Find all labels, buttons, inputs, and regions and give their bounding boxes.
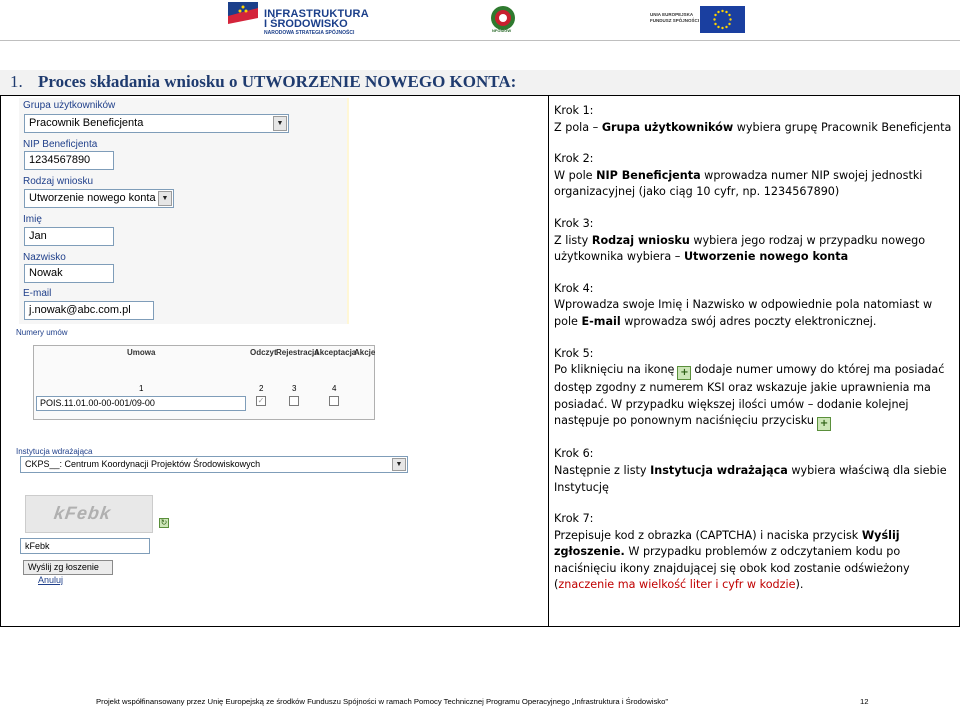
step-3-text-d: Utworzenie nowego konta: [683, 250, 849, 264]
submit-button[interactable]: Wyślij zg łoszenie: [23, 560, 113, 575]
rejestracja-checkbox[interactable]: [289, 396, 299, 406]
grid-header-umowa: Umowa: [127, 348, 156, 357]
step-3-text-a: Z listy: [554, 233, 592, 247]
captcha-code-input[interactable]: kFebk: [20, 538, 150, 554]
infrastruktura-logo: [228, 2, 373, 40]
step-2: [554, 151, 954, 201]
grupa-label: Grupa użytkowników: [23, 100, 116, 111]
step-7: [554, 511, 954, 594]
nip-input[interactable]: 1234567890: [24, 151, 114, 170]
step-5-text-b: dodaje numer umowy do której ma posiadać dostęp zgodny z numerem KSI oraz wskazuje jakie uprawnienia ma posiadać. W przypadku większej ilości umów – dodanie kolejnej następuje po ponownym naciśnięciu przycisku: [554, 363, 945, 428]
nip-label: NIP Beneficjenta: [23, 139, 98, 150]
instytucja-label: Instytucja wdrażająca: [16, 447, 93, 456]
step-1-text-b: Grupa użytkowników: [601, 120, 734, 134]
captcha-image: [25, 495, 153, 533]
step-6-text-c: wybiera właściwą dla siebie Instytucję: [554, 463, 947, 494]
step-3-text-c: wybiera jego rodzaj w przypadku nowego użytkownika wybiera –: [554, 233, 926, 264]
step-4-title: Krok 4:: [554, 281, 594, 295]
registration-form-panel: [19, 98, 349, 324]
grid-col-num-4: 4: [332, 384, 337, 393]
step-5-text-a: Po kliknięciu na ikonę: [554, 363, 675, 377]
step-6: [554, 446, 954, 496]
step-3: [554, 216, 954, 266]
captcha-text: kFebk: [52, 503, 113, 523]
step-3-text-b: Rodzaj wniosku: [591, 233, 690, 247]
chevron-down-icon[interactable]: ▼: [158, 191, 172, 206]
step-5-title: Krok 5:: [554, 346, 594, 360]
email-label: E-mail: [23, 288, 52, 299]
step-4-text-b: E-mail: [581, 314, 621, 328]
step-6-text-a: Następnie z listy: [554, 463, 651, 477]
step-1-title: Krok 1:: [554, 104, 594, 117]
eu-flag-icon: [700, 6, 745, 33]
step-3-title: Krok 3:: [554, 216, 594, 230]
instytucja-value: CKPS__: Centrum Koordynacji Projektów Środowiskowych: [25, 459, 261, 469]
step-1-text-a: Z pola –: [554, 120, 602, 134]
imie-input[interactable]: Jan: [24, 227, 114, 246]
imie-label: Imię: [23, 214, 42, 225]
grid-header-rejestracja: Rejestracja: [276, 348, 319, 357]
nfosigw-text: NFOŚiGW: [492, 28, 512, 33]
step-7-text-e: ).: [795, 578, 804, 592]
step-6-text-b: Instytucja wdrażająca: [650, 463, 788, 477]
grid-header-akcje: Akcje: [354, 348, 376, 357]
grid-header-akceptacja: Akceptacja: [314, 348, 357, 357]
rodzaj-label: Rodzaj wniosku: [23, 176, 94, 187]
poland-eu-flag-icon: [228, 2, 258, 36]
grid-col-num-3: 3: [292, 384, 297, 393]
grid-col-num-2: 2: [259, 384, 264, 393]
odczyt-checkbox[interactable]: ✓: [257, 396, 265, 405]
step-7-text-a: Przepisuje kod z obrazka (CAPTCHA) i naciska przycisk: [554, 528, 862, 542]
step-1-text-c: wybiera grupę Pracownik Beneficjenta: [733, 120, 952, 134]
add-contract-icon: +: [817, 417, 831, 431]
title-number: 1.: [10, 72, 23, 91]
add-contract-icon: +: [677, 366, 691, 380]
grid-col-num-1: 1: [139, 384, 144, 393]
infra-line2: I ŚRODOWISKO: [264, 18, 348, 30]
infra-line3: NARODOWA STRATEGIA SPÓJNOŚCI: [264, 30, 355, 36]
step-4-text-a: Wprowadza swoje Imię i Nazwisko w odpowiednie pola natomiast w pole: [554, 298, 933, 328]
email-input[interactable]: j.nowak@abc.com.pl: [24, 301, 154, 320]
table-column-divider: [548, 95, 549, 627]
step-4: [554, 281, 954, 331]
step-5: [554, 346, 954, 432]
umowa-input[interactable]: POIS.11.01.00-00-001/09-00: [36, 396, 246, 411]
step-2-text-b: NIP Beneficjenta: [596, 168, 701, 182]
infra-line1: INFRASTRUKTURA: [264, 8, 369, 20]
ue-text: [650, 12, 699, 24]
nazwisko-input[interactable]: Nowak: [24, 264, 114, 283]
grid-header-odczyt: Odczyt: [250, 348, 277, 357]
page-number: 12: [860, 697, 869, 706]
grupa-value: Pracownik Beneficjenta: [29, 117, 144, 129]
ue-line2: FUNDUSZ SPÓJNOŚCI: [650, 18, 700, 23]
rodzaj-value: Utworzenie nowego konta: [29, 192, 156, 204]
nazwisko-label: Nazwisko: [23, 252, 66, 263]
grupa-select[interactable]: [24, 114, 289, 133]
step-2-text-c: wprowadza numer NIP swojej jednostki organizacyjnej (jako ciąg 10 cyfr, np. 1234567890): [554, 168, 923, 199]
step-7-title: Krok 7:: [554, 512, 594, 526]
step-7-text-d: znaczenie ma wielkość liter i cyfr w kodzie: [558, 578, 796, 592]
rodzaj-select[interactable]: [24, 189, 174, 208]
ue-line1: UNIA EUROPEJSKA: [650, 12, 694, 17]
step-2-title: Krok 2:: [554, 152, 594, 166]
header-divider: [0, 40, 960, 41]
cancel-link[interactable]: Anuluj: [38, 575, 64, 585]
refresh-captcha-icon[interactable]: ↻: [160, 518, 168, 527]
footer-text: Projekt współfinansowany przez Unię Europejską ze środków Funduszu Spójności w ramach Pomocy Technicznej Programu Operacyjnego „Infrastruktura i Środowisko”: [96, 697, 668, 706]
page-title: Proces składania wniosku o UTWORZENIE NOWEGO KONTA:: [38, 72, 517, 91]
step-6-title: Krok 6:: [554, 447, 594, 461]
step-4-text-c: wprowadza swój adres poczty elektronicznej.: [620, 314, 877, 328]
numery-umow-label: Numery umów: [16, 328, 68, 337]
chevron-down-icon[interactable]: ▼: [273, 116, 287, 131]
step-1: [554, 103, 954, 136]
step-7-text-b: Wyślij zgłoszenie.: [554, 528, 900, 559]
steps-column: [554, 103, 954, 609]
instytucja-select[interactable]: [20, 456, 408, 473]
chevron-down-icon[interactable]: ▼: [392, 458, 406, 471]
step-2-text-a: W pole: [554, 168, 597, 182]
step-7-text-c: W przypadku problemów z odczytaniem kodu po naciśnięciu ikony znajdującej się obok kod zostanie odświeżony (: [554, 545, 910, 592]
akceptacja-checkbox[interactable]: [329, 396, 339, 406]
